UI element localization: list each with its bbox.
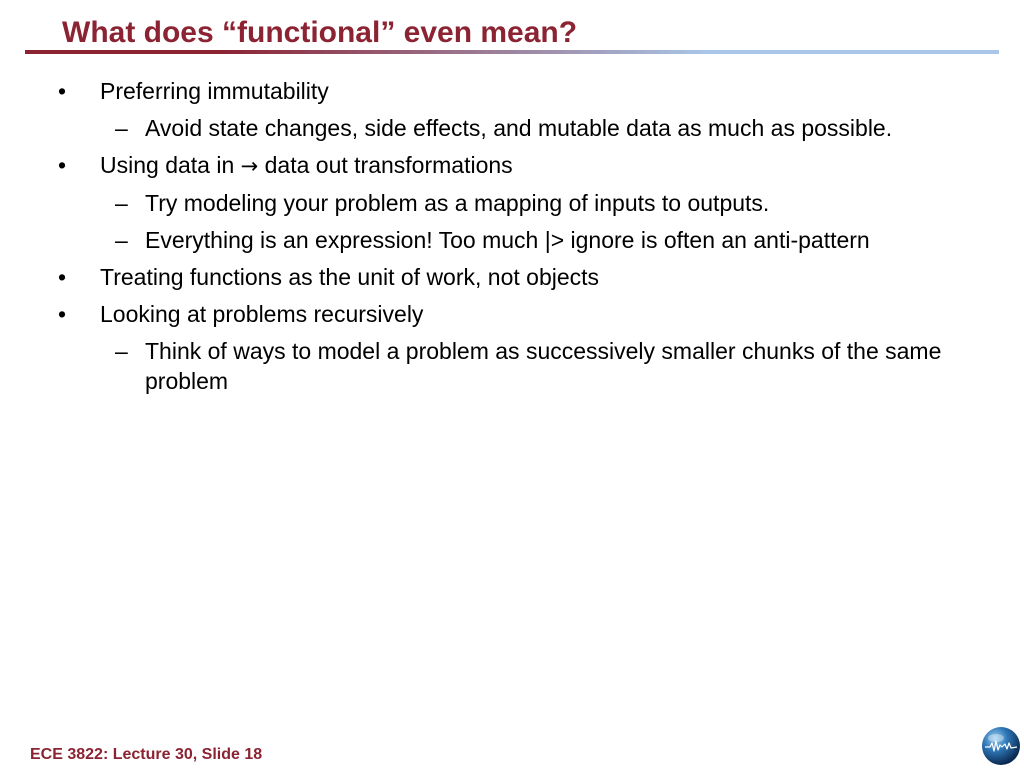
sub-bullet-text: Avoid state changes, side effects, and mutable data as much as possible.: [145, 115, 893, 141]
bullet-text-before-arrow: Using data in: [100, 152, 235, 178]
bullet-marker: •: [58, 264, 67, 290]
sub-bullet-item: [0, 113, 1024, 143]
bullet-item: [0, 76, 1024, 106]
bullet-item: [0, 262, 1024, 292]
bullet-text-after-arrow: data out transformations: [264, 152, 513, 178]
sub-bullet-marker: –: [115, 115, 128, 141]
sub-bullet-marker: –: [115, 227, 128, 253]
bullet-text: Treating functions as the unit of work, not objects: [100, 264, 600, 290]
sub-bullet-marker: –: [115, 190, 128, 216]
globe-logo-icon: [981, 726, 1021, 766]
right-arrow-icon: →: [240, 154, 259, 178]
bullet-item: [0, 299, 1024, 329]
slide-footer: ECE 3822: Lecture 30, Slide 18: [30, 746, 263, 763]
sub-bullet-item: [0, 188, 1024, 218]
bullet-item: [0, 150, 1024, 181]
sub-bullet-marker: –: [115, 338, 128, 364]
bullet-list: [0, 76, 1024, 403]
bullet-marker: •: [58, 78, 67, 104]
slide-title: What does “functional” even mean?: [62, 16, 578, 49]
sub-bullet-item: [0, 225, 1024, 255]
bullet-text: Preferring immutability: [100, 78, 329, 104]
sub-bullet-text: Try modeling your problem as a mapping of inputs to outputs.: [145, 190, 770, 216]
sub-bullet-item: [0, 336, 1024, 396]
sub-bullet-text: Everything is an expression! Too much |> ignore is often an anti-pattern: [145, 227, 870, 253]
bullet-text: Looking at problems recursively: [100, 301, 424, 327]
sub-bullet-text: Think of ways to model a problem as successively smaller chunks of the same problem: [145, 338, 942, 394]
bullet-marker: •: [58, 152, 67, 178]
bullet-marker: •: [58, 301, 67, 327]
title-underline: [25, 50, 999, 54]
